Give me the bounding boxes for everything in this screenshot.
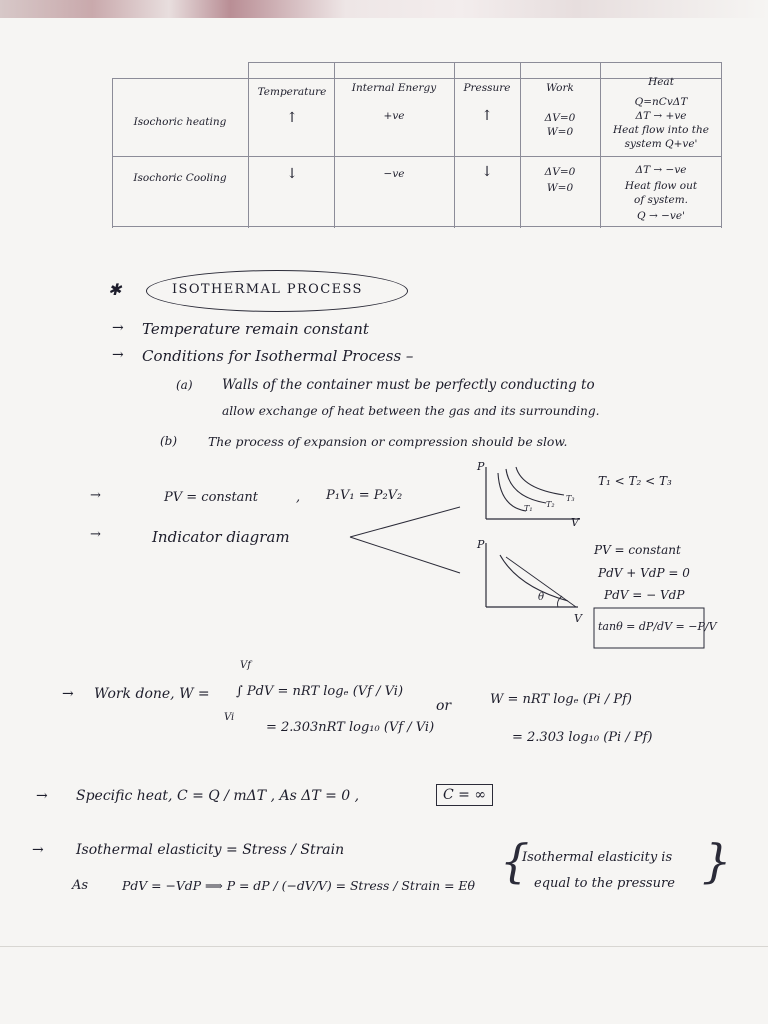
table-header: Internal Energy [351,82,437,94]
isotherm-t3 [516,467,564,495]
isothermal-elasticity: Isothermal elasticity = Stress / Strain [76,842,345,858]
table-header: Temperature [257,86,327,98]
elasticity-derivation: PdV = −VdP ⟹ P = dP / (−dV/V) = Stress / Strain = Eθ [122,878,475,893]
indicator-diagrams [340,455,760,665]
row-process-name: Isochoric Cooling [133,172,227,184]
row-pressure: ↑ [481,108,493,124]
row-internal-energy: −ve [383,168,405,180]
eq-pv-constant: PV = constant [594,543,681,557]
row-heat-line: Heat flow out [624,180,698,192]
isochoric-table [112,62,722,228]
point-temperature-constant: Temperature remain constant [142,320,369,338]
table-rule [454,62,455,228]
or-text: or [436,698,452,714]
point-conditions: Conditions for Isothermal Process – [142,347,414,365]
pv-relation: P₁V₁ = P₂V₂ [326,488,403,503]
table-header: Heat [648,76,674,88]
table-rule [248,62,722,63]
row-work-line: W=0 [546,126,574,138]
connector-line [350,537,460,573]
sub-label-b: (b) [160,434,178,448]
row-internal-energy: +ve [383,110,405,122]
graph2-v-label: V [574,612,582,625]
eq-pdv: PdV = − VdP [604,588,685,602]
row-work-line: ΔV=0 [544,166,576,178]
table-rule [334,62,335,228]
graph1-p-label: P [477,460,485,473]
sub-label-a: (a) [176,378,193,392]
work-pressure-form: W = nRT logₑ (Pi / Pf) [490,692,632,707]
comma: , [296,490,301,505]
table-header: Pressure [463,82,511,94]
elasticity-note-line2: equal to the pressure [534,876,675,891]
top-edge-strip [0,0,768,18]
row-pressure: ↓ [481,164,493,180]
row-heat-line: Q=nCvΔT [634,96,688,108]
row-heat-line: system Q+ve' [624,138,698,150]
page-edge [0,946,768,947]
integral-lower-limit: Vi [224,712,235,723]
work-done-label: Work done, W = [94,686,210,702]
work-integral: ∫ PdV = nRT logₑ (Vf / Vi) [236,684,404,699]
row-work-line: ΔV=0 [544,112,576,124]
graph2-p-label: P [477,538,485,551]
row-heat-line: of system. [634,194,688,206]
row-heat-line: Heat flow into the [612,124,710,136]
eq-differential: PdV + VdP = 0 [598,566,690,580]
table-rule [520,62,521,228]
integral-upper-limit: Vf [240,660,251,671]
condition-b-line: The process of expansion or compression should be slow. [208,434,568,449]
bullet-arrow: → [36,788,48,804]
graph1-t3-label: T₃ [566,494,575,503]
specific-heat-infinity: C = ∞ [436,784,493,806]
temperature-order: T₁ < T₂ < T₃ [598,474,672,488]
table-rule [112,78,113,228]
graph1-v-label: V [571,516,579,529]
as-label: As [72,878,89,893]
connector-line [350,507,460,537]
graph1-t2-label: T₂ [546,500,555,509]
theta-label: θ [538,592,545,603]
table-header: Work [546,82,574,94]
section-title: ISOTHERMAL PROCESS [172,282,363,297]
bullet-arrow: → [112,347,124,363]
table-rule [600,62,601,228]
indicator-diagram-label: Indicator diagram [152,528,290,546]
table-rule [248,62,249,228]
isotherm-t2 [506,469,546,503]
elasticity-note-line1: Isothermal elasticity is [522,850,673,865]
bullet-arrow: → [32,842,44,858]
bullet-arrow: → [90,527,101,542]
tangent-formula: tanθ = dP/dV = −P/V [598,620,717,633]
left-brace: { [500,834,530,888]
row-work-line: W=0 [546,182,574,194]
work-log10: = 2.303nRT log₁₀ (Vf / Vi) [266,720,435,735]
table-rule [721,62,722,228]
specific-heat: Specific heat, C = Q / mΔT , As ΔT = 0 , [76,788,360,804]
bullet-arrow: → [90,488,101,503]
table-rule [112,226,722,227]
bullet-arrow: → [112,320,124,336]
condition-a-line2: allow exchange of heat between the gas and its surrounding. [222,404,600,418]
pv-constant: PV = constant [164,490,259,505]
row-heat-line: ΔT → −ve [635,164,687,176]
table-rule [112,156,722,157]
graph1-t1-label: T₁ [524,504,533,513]
condition-a-line1: Walls of the container must be perfectly conducting to [222,377,595,393]
row-temperature: ↓ [286,166,298,182]
row-heat-line: ΔT → +ve [635,110,687,122]
star-bullet: ✱ [108,280,122,299]
row-temperature: ↑ [286,110,298,126]
row-heat-line: Q → −ve' [637,210,685,222]
right-brace: } [702,834,732,888]
isotherm-t1 [498,473,526,511]
bullet-arrow: → [62,686,74,702]
work-pressure-log10: = 2.303 log₁₀ (Pi / Pf) [512,730,653,745]
row-process-name: Isochoric heating [133,116,227,128]
